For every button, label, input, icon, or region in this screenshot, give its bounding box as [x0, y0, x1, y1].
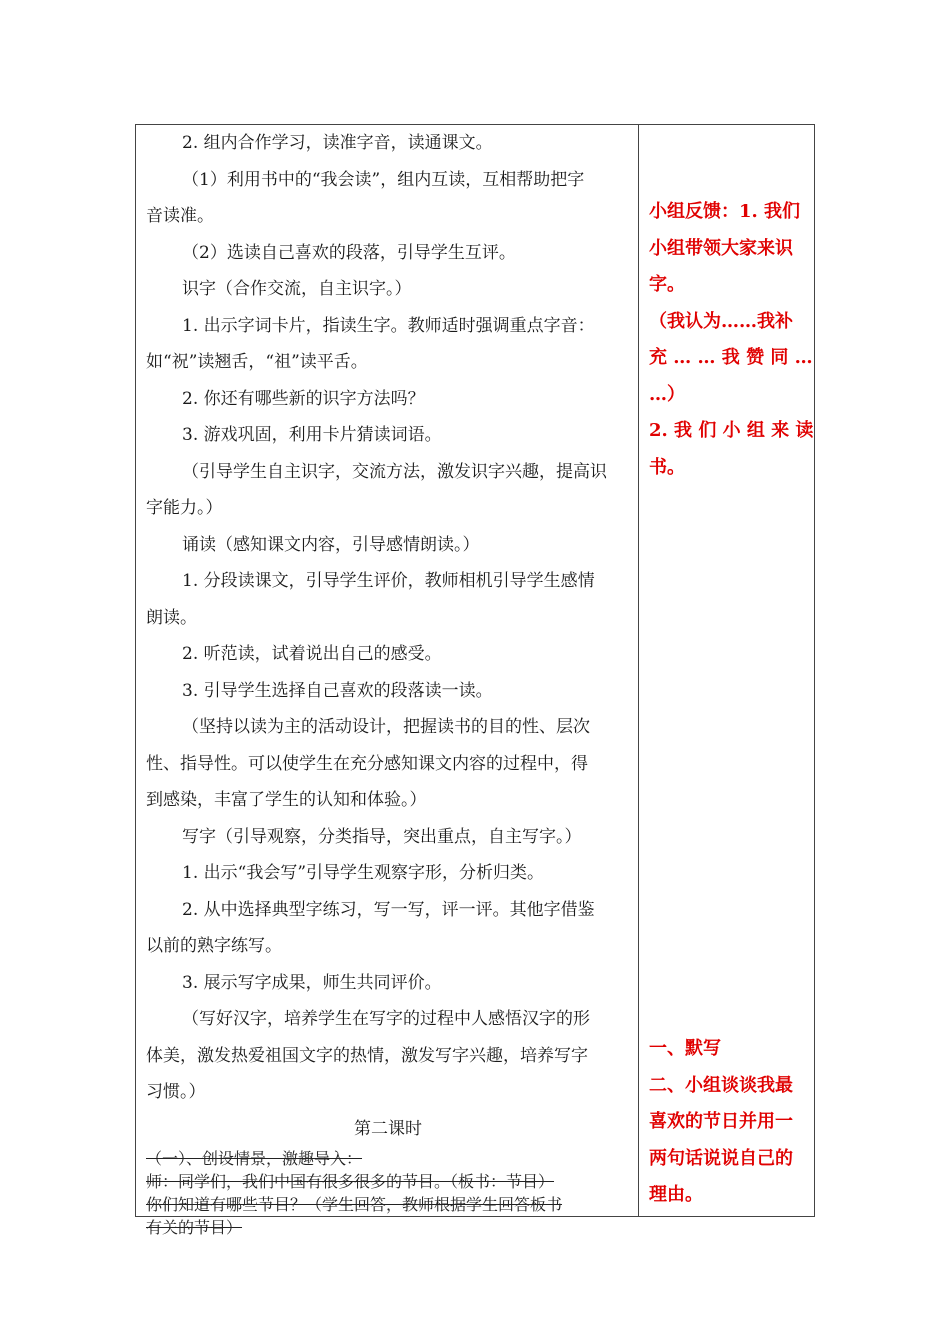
struck-line: 有关的节目）	[146, 1218, 243, 1237]
body-line: （坚持以读为主的活动设计，把握读书的目的性、层次	[182, 717, 590, 737]
body-line: 2. 组内合作学习，读准字音，读通课文。	[182, 133, 493, 153]
feedback-line: …）	[649, 383, 685, 405]
feedback-line: 充 … … 我 赞 同 …	[649, 347, 813, 368]
body-line: 2. 你还有哪些新的识字方法吗？	[182, 388, 425, 409]
body-line: 体美，激发热爱祖国文字的热情，激发写字兴趣，培养写字	[146, 1045, 588, 1066]
body-line: 朗读。	[146, 607, 197, 628]
task-line: 两句话说说自己的	[649, 1147, 793, 1169]
body-line: （1）利用书中的“我会读”，组内互读，互相帮助把字	[182, 169, 585, 190]
body-line: 3. 游戏巩固，利用卡片猜读词语。	[182, 425, 442, 445]
struck-line: 你们知道有哪些节目？（学生回答，教师根据学生回答板书	[146, 1195, 563, 1214]
body-line: 1. 分段读课文，引导学生评价，教师相机引导学生感情	[182, 571, 595, 591]
teaching-process-column	[146, 125, 630, 1239]
body-line: 1. 出示“我会写”引导学生观察字形，分析归类。	[182, 863, 545, 883]
body-line: （引导学生自主识字，交流方法，激发识字兴趣，提高识	[182, 461, 607, 482]
body-line: 以前的熟字练写。	[146, 936, 282, 956]
lesson-plan-table	[135, 124, 815, 1237]
lesson-title: 第二课时	[354, 1118, 422, 1139]
body-line: 2. 听范读，试着说出自己的感受。	[182, 644, 442, 664]
feedback-line: 书。	[649, 456, 685, 478]
body-line: 3. 展示写字成果，师生共同评价。	[182, 972, 442, 993]
body-line: （写好汉字，培养学生在写字的过程中人感悟汉字的形	[182, 1009, 590, 1029]
column-divider	[638, 125, 639, 1216]
student-activity-column-top	[649, 194, 814, 486]
task-line: 理由。	[649, 1184, 703, 1205]
feedback-line: 小组带领大家来识	[649, 237, 793, 259]
body-line: 到感染，丰富了学生的认知和体验。）	[146, 790, 427, 810]
feedback-line: （我认为……我补	[649, 310, 793, 332]
body-line: 1. 出示字词卡片，指读生字。教师适时强调重点字音：	[182, 315, 595, 336]
body-line: （2）选读自己喜欢的段落，引导学生互评。	[182, 242, 516, 263]
struck-line: （一）、创设情景，激趣导入：	[146, 1149, 363, 1168]
body-line: 性、指导性。可以使学生在充分感知课文内容的过程中，得	[146, 753, 588, 774]
body-line: 音读准。	[146, 206, 214, 226]
body-line: 习惯。）	[146, 1082, 206, 1102]
body-line: 如“祝”读翘舌，“祖”读平舌。	[146, 352, 368, 372]
feedback-line: 2. 我 们 小 组 来 读	[649, 420, 814, 441]
body-line: 写字（引导观察，分类指导，突出重点，自主写字。）	[182, 826, 582, 847]
struck-line: 师：同学们，我们中国有很多很多的节目。（板书：节目）	[146, 1172, 555, 1191]
task-line: 一、默写	[649, 1038, 721, 1059]
body-line: 2. 从中选择典型字练习，写一写，评一评。其他字借鉴	[182, 899, 595, 920]
task-line: 喜欢的节日并用一	[649, 1111, 793, 1132]
student-activity-column-bottom	[649, 1031, 809, 1214]
body-line: 字能力。）	[146, 498, 223, 518]
feedback-line: 小组反馈：1. 我们	[649, 201, 801, 222]
body-line: 识字（合作交流，自主识字。）	[182, 279, 412, 299]
task-line: 二、小组谈谈我最	[649, 1074, 793, 1096]
feedback-line: 字。	[649, 274, 685, 295]
body-line: 诵读（感知课文内容，引导感情朗读。）	[182, 534, 480, 555]
body-line: 3. 引导学生选择自己喜欢的段落读一读。	[182, 680, 493, 701]
